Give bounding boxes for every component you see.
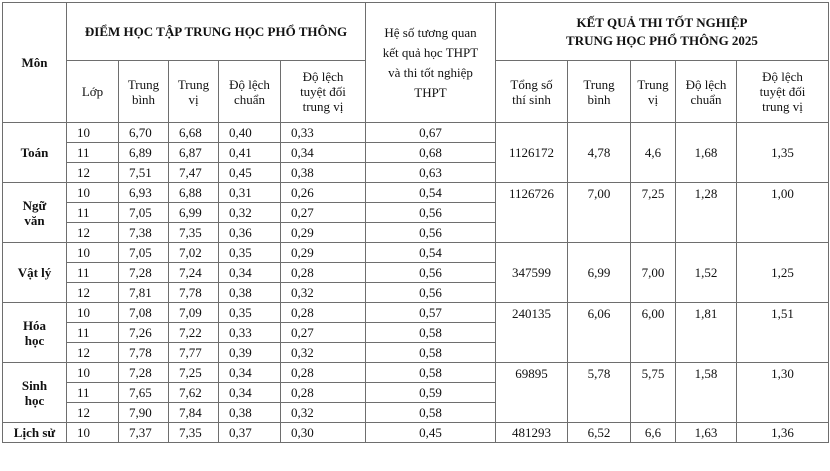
subject-name-line: Lịch sử <box>13 425 56 440</box>
correlation-cell: 0,58 <box>366 363 496 383</box>
exam-mad-cell: 1,36 <box>737 423 829 443</box>
subject-name <box>3 303 67 363</box>
grade-cell: 12 <box>67 283 119 303</box>
grade-cell: 10 <box>67 423 119 443</box>
mean-cell: 7,65 <box>119 383 169 403</box>
exam-median-cell: 7,00 <box>631 243 676 303</box>
exam-mad-cell: 1,30 <box>737 363 829 423</box>
grade-cell: 10 <box>67 123 119 143</box>
mad-cell: 0,29 <box>281 243 366 263</box>
subject-name-line: Sinh <box>21 377 48 393</box>
mad-cell: 0,28 <box>281 303 366 323</box>
correlation-cell: 0,68 <box>366 143 496 163</box>
correlation-cell: 0,58 <box>366 403 496 423</box>
std-cell: 0,35 <box>219 303 281 323</box>
exam-mad-cell: 1,35 <box>737 123 829 183</box>
correlation-cell: 0,58 <box>366 323 496 343</box>
subject-name <box>3 123 67 183</box>
mad-cell: 0,26 <box>281 183 366 203</box>
correlation-cell: 0,56 <box>366 283 496 303</box>
exam-median-cell: 5,75 <box>631 363 676 423</box>
correlation-cell: 0,57 <box>366 303 496 323</box>
median-cell: 7,22 <box>169 323 219 343</box>
header-left-mean: Trung bình <box>119 61 169 123</box>
subject-name-line: Toán <box>20 145 49 160</box>
subject-name <box>3 183 67 243</box>
table-row <box>3 123 829 143</box>
grade-cell: 10 <box>67 243 119 263</box>
mad-cell: 0,32 <box>281 283 366 303</box>
exam-total-cell: 347599 <box>496 243 568 303</box>
mean-cell: 7,78 <box>119 343 169 363</box>
grade-cell: 12 <box>67 163 119 183</box>
std-cell: 0,40 <box>219 123 281 143</box>
table-row <box>3 303 829 323</box>
header-lop: Lớp <box>67 61 119 123</box>
exam-std-cell: 1,58 <box>676 363 737 423</box>
mad-cell: 0,30 <box>281 423 366 443</box>
correlation-cell: 0,45 <box>366 423 496 443</box>
median-cell: 7,35 <box>169 423 219 443</box>
exam-mean-cell: 6,52 <box>568 423 631 443</box>
table-row <box>3 243 829 263</box>
grade-cell: 12 <box>67 343 119 363</box>
grade-cell: 10 <box>67 363 119 383</box>
median-cell: 7,47 <box>169 163 219 183</box>
correlation-cell: 0,56 <box>366 263 496 283</box>
mean-cell: 7,28 <box>119 263 169 283</box>
correlation-cell: 0,56 <box>366 223 496 243</box>
grade-cell: 12 <box>67 223 119 243</box>
correlation-cell: 0,63 <box>366 163 496 183</box>
mean-cell: 7,81 <box>119 283 169 303</box>
median-cell: 6,88 <box>169 183 219 203</box>
std-cell: 0,39 <box>219 343 281 363</box>
subject-name-line: học <box>24 332 45 348</box>
std-cell: 0,37 <box>219 423 281 443</box>
correlation-cell: 0,54 <box>366 243 496 263</box>
median-cell: 6,68 <box>169 123 219 143</box>
mad-cell: 0,32 <box>281 403 366 423</box>
mean-cell: 7,38 <box>119 223 169 243</box>
header-hoc-tap-group: ĐIỂM HỌC TẬP TRUNG HỌC PHỔ THÔNG <box>67 3 366 61</box>
score-table <box>2 2 829 443</box>
median-cell: 7,35 <box>169 223 219 243</box>
subject-name-line: Hóa <box>22 317 47 333</box>
grade-cell: 12 <box>67 403 119 423</box>
median-cell: 7,62 <box>169 383 219 403</box>
exam-mean-cell: 5,78 <box>568 363 631 423</box>
grade-cell: 10 <box>67 183 119 203</box>
std-cell: 0,45 <box>219 163 281 183</box>
grade-cell: 11 <box>67 383 119 403</box>
mean-cell: 6,93 <box>119 183 169 203</box>
exam-median-cell: 6,00 <box>631 303 676 363</box>
mad-cell: 0,32 <box>281 343 366 363</box>
exam-median-cell: 4,6 <box>631 123 676 183</box>
std-cell: 0,33 <box>219 323 281 343</box>
median-cell: 7,77 <box>169 343 219 363</box>
exam-mad-cell: 1,51 <box>737 303 829 363</box>
mad-cell: 0,28 <box>281 383 366 403</box>
subject-name-line: Vật lý <box>17 265 52 280</box>
correlation-cell: 0,56 <box>366 203 496 223</box>
std-cell: 0,38 <box>219 283 281 303</box>
header-left-median: Trung vị <box>169 61 219 123</box>
mad-cell: 0,29 <box>281 223 366 243</box>
subject-name <box>3 243 67 303</box>
exam-mean-cell: 4,78 <box>568 123 631 183</box>
mad-cell: 0,38 <box>281 163 366 183</box>
std-cell: 0,34 <box>219 263 281 283</box>
exam-total-cell: 1126172 <box>496 123 568 183</box>
mad-cell: 0,28 <box>281 363 366 383</box>
correlation-cell: 0,59 <box>366 383 496 403</box>
grade-cell: 11 <box>67 143 119 163</box>
grade-cell: 10 <box>67 303 119 323</box>
exam-mad-cell: 1,25 <box>737 243 829 303</box>
mad-cell: 0,34 <box>281 143 366 163</box>
mad-cell: 0,33 <box>281 123 366 143</box>
header-right-median: Trung vị <box>631 61 676 123</box>
exam-mean-cell: 6,06 <box>568 303 631 363</box>
table-row <box>3 363 829 383</box>
mean-cell: 7,26 <box>119 323 169 343</box>
exam-mad-cell: 1,00 <box>737 183 829 243</box>
mean-cell: 6,70 <box>119 123 169 143</box>
subject-name-line: văn <box>24 212 45 228</box>
median-cell: 7,24 <box>169 263 219 283</box>
std-cell: 0,38 <box>219 403 281 423</box>
exam-std-cell: 1,52 <box>676 243 737 303</box>
exam-total-cell: 481293 <box>496 423 568 443</box>
header-right-mean: Trung bình <box>568 61 631 123</box>
exam-mean-cell: 7,00 <box>568 183 631 243</box>
mean-cell: 7,05 <box>119 243 169 263</box>
subject-name <box>3 423 67 443</box>
exam-median-cell: 7,25 <box>631 183 676 243</box>
table-row <box>3 183 829 203</box>
std-cell: 0,35 <box>219 243 281 263</box>
table-body <box>3 123 829 443</box>
std-cell: 0,31 <box>219 183 281 203</box>
std-cell: 0,41 <box>219 143 281 163</box>
median-cell: 7,02 <box>169 243 219 263</box>
exam-total-cell: 69895 <box>496 363 568 423</box>
subject-name-line: Ngữ <box>22 197 47 213</box>
exam-total-cell: 1126726 <box>496 183 568 243</box>
exam-median-cell: 6,6 <box>631 423 676 443</box>
subject-name-line: học <box>24 392 45 408</box>
exam-total-cell: 240135 <box>496 303 568 363</box>
subject-name <box>3 363 67 423</box>
correlation-cell: 0,58 <box>366 343 496 363</box>
std-cell: 0,34 <box>219 383 281 403</box>
mad-cell: 0,27 <box>281 323 366 343</box>
correlation-cell: 0,67 <box>366 123 496 143</box>
table-row <box>3 423 829 443</box>
median-cell: 7,09 <box>169 303 219 323</box>
grade-cell: 11 <box>67 263 119 283</box>
exam-std-cell: 1,68 <box>676 123 737 183</box>
grade-cell: 11 <box>67 323 119 343</box>
header-right-total: Tổng số thí sinh <box>496 61 568 123</box>
median-cell: 7,84 <box>169 403 219 423</box>
exam-std-cell: 1,81 <box>676 303 737 363</box>
header-correlation: Hệ số tương quan kết quả học THPT và thi tốt nghiệp THPT <box>366 3 496 123</box>
std-cell: 0,32 <box>219 203 281 223</box>
median-cell: 6,99 <box>169 203 219 223</box>
mean-cell: 7,28 <box>119 363 169 383</box>
mean-cell: 6,89 <box>119 143 169 163</box>
header-mon: Môn <box>3 3 67 123</box>
grade-cell: 11 <box>67 203 119 223</box>
header-right-std: Độ lệch chuẩn <box>676 61 737 123</box>
mean-cell: 7,90 <box>119 403 169 423</box>
exam-std-cell: 1,28 <box>676 183 737 243</box>
header-right-mad: Độ lệch tuyệt đối trung vị <box>737 61 829 123</box>
header-left-std: Độ lệch chuẩn <box>219 61 281 123</box>
correlation-cell: 0,54 <box>366 183 496 203</box>
median-cell: 6,87 <box>169 143 219 163</box>
exam-mean-cell: 6,99 <box>568 243 631 303</box>
mad-cell: 0,27 <box>281 203 366 223</box>
exam-std-cell: 1,63 <box>676 423 737 443</box>
std-cell: 0,36 <box>219 223 281 243</box>
mean-cell: 7,51 <box>119 163 169 183</box>
median-cell: 7,78 <box>169 283 219 303</box>
header-left-mad: Độ lệch tuyệt đối trung vị <box>281 61 366 123</box>
mean-cell: 7,05 <box>119 203 169 223</box>
mean-cell: 7,08 <box>119 303 169 323</box>
std-cell: 0,34 <box>219 363 281 383</box>
mean-cell: 7,37 <box>119 423 169 443</box>
mad-cell: 0,28 <box>281 263 366 283</box>
median-cell: 7,25 <box>169 363 219 383</box>
header-exam-group: KẾT QUẢ THI TỐT NGHIỆP TRUNG HỌC PHỔ THÔNG 2025 <box>496 3 829 61</box>
